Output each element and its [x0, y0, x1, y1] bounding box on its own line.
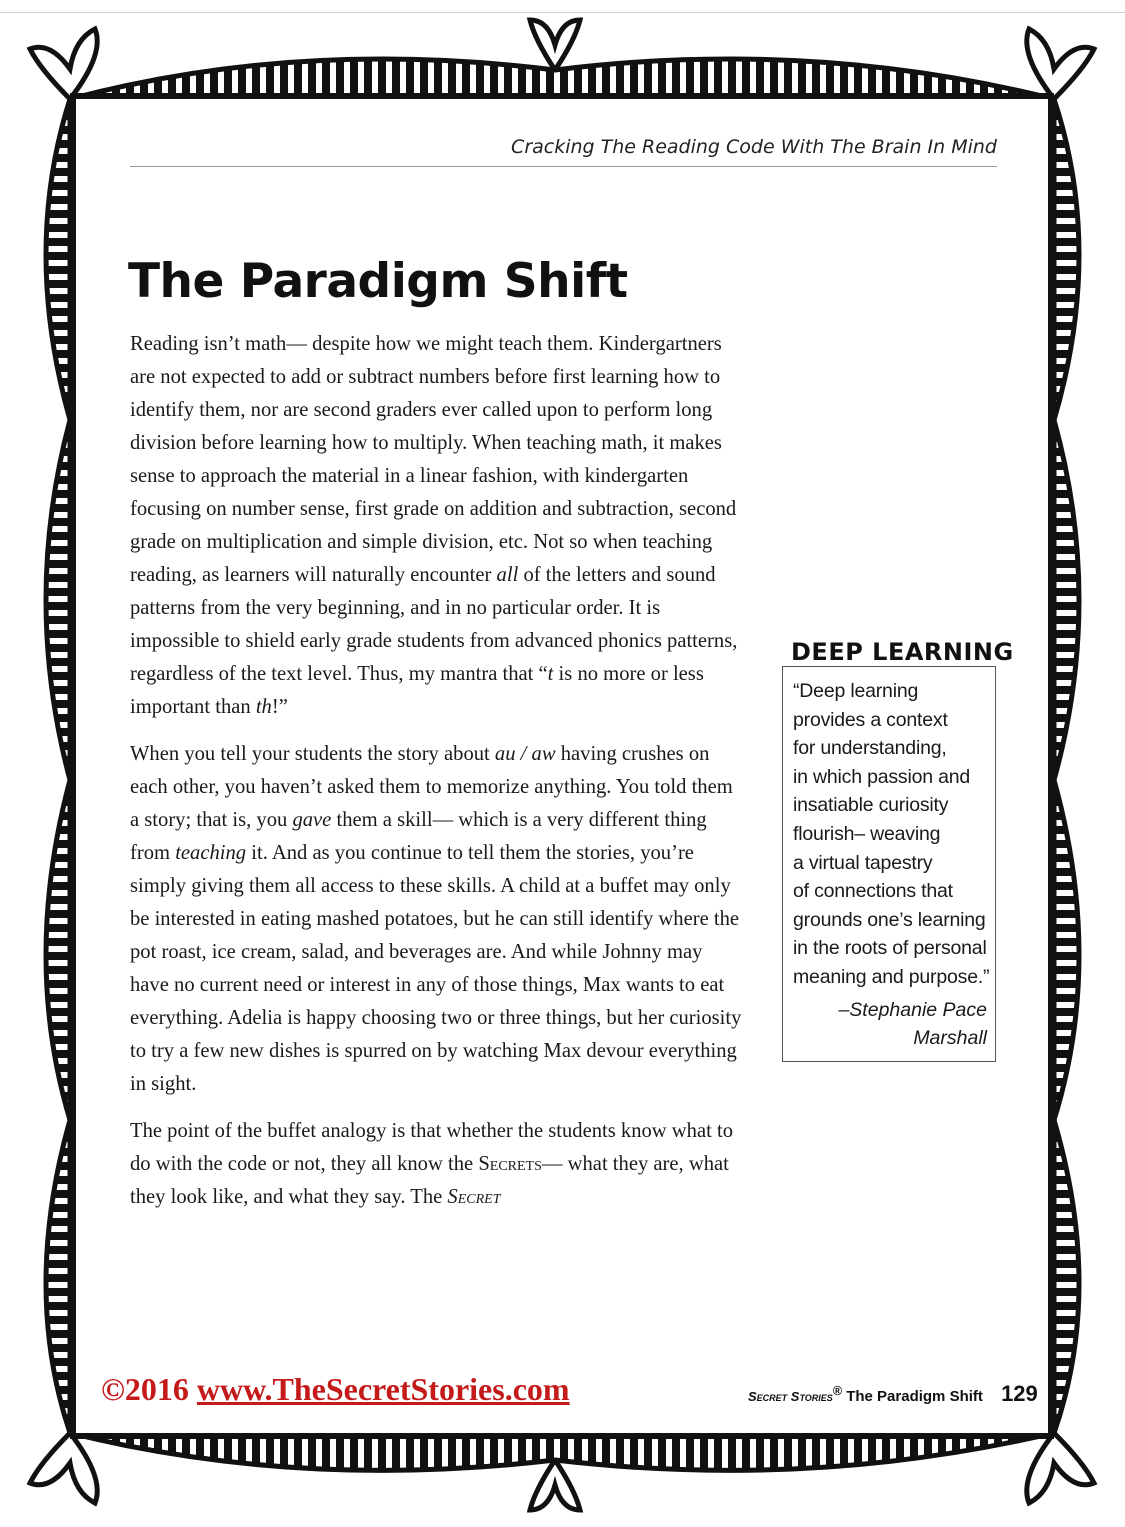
footer-section: The Paradigm Shift: [846, 1388, 983, 1405]
quote-line: “Deep learning: [793, 680, 919, 702]
quote-line: insatiable curiosity: [793, 794, 949, 817]
page-title: The Paradigm Shift: [128, 254, 628, 309]
sidebar-title: DEEP LEARNING: [791, 638, 1014, 666]
copyright-notice: [101, 1371, 570, 1408]
quote-line: in the roots of personal: [793, 937, 987, 960]
running-header: Cracking The Reading Code With The Brain In Mind: [511, 136, 997, 158]
quote-line: grounds one’s learning: [793, 908, 986, 931]
sidebar-quote-box: [782, 666, 996, 1062]
quote-line: of connections that: [793, 880, 953, 903]
paragraph-2: When you tell your students the story about au / aw having crushes on each other, you haven’t asked them to memorize anything. You told them a story; that is, you gave them a skill— which is a very different thing from teaching it. And as you continue to tell them the stories, you’re simply giving them all access to these skills. A child at a buffet may only be interested in eating mashed potatoes, but he can still identify where the pot roast, ice cream, salad, and beverages are. And while Johnny may have no current need or interest in any of those things, Max wants to eat everything. Adelia is happy choosing two or three things, but her curiosity to try a few new dishes is spurred on by watching Max devour everything in sight.: [130, 743, 742, 1095]
running-footer: Secret Stories® The Paradigm Shift 129: [748, 1381, 1038, 1406]
footer-brand: Secret Stories: [748, 1389, 833, 1404]
quote-line: meaning and purpose.”: [793, 965, 990, 988]
page-number: 129: [1001, 1381, 1038, 1406]
quote-line: in which passion and: [793, 765, 971, 788]
paragraph-1: Reading isn’t math— despite how we might teach them. Kindergartners are not expected to add or subtract numbers before first learning how to identify them, nor are second graders ever called upon to perform long division before learning how to multiply. When teaching math, it makes sense to approach the material in a linear fashion, with kindergarten focusing on number sense, first grade on addition and subtraction, second grade on multiplication and simple division, etc. Not so when teaching reading, as learners will naturally encounter all of the letters and sound patterns from the very beginning, and in no particular order. It is impossible to shield early grade students from advanced phonics patterns, regardless of the text level. Thus, my mantra that “t is no more or less important than th!”: [130, 333, 738, 718]
quote-line: a virtual tapestry: [793, 851, 933, 874]
paragraph-3: The point of the buffet analogy is that whether the students know what to do with the code or not, they all know the Secrets— what they are, what they look like, and what they say. The Secret: [130, 1120, 734, 1208]
copyright-year: ©2016: [101, 1371, 189, 1407]
quote-line: for understanding,: [793, 737, 947, 760]
quote-attribution: –Stephanie Pace Marshall: [838, 998, 987, 1050]
header-rule: [130, 166, 997, 167]
quote-line: flourish– weaving: [793, 822, 941, 845]
quote-line: provides a context: [793, 708, 948, 731]
copyright-link[interactable]: www.TheSecretStories.com: [196, 1371, 570, 1407]
body-text: [130, 328, 742, 1228]
